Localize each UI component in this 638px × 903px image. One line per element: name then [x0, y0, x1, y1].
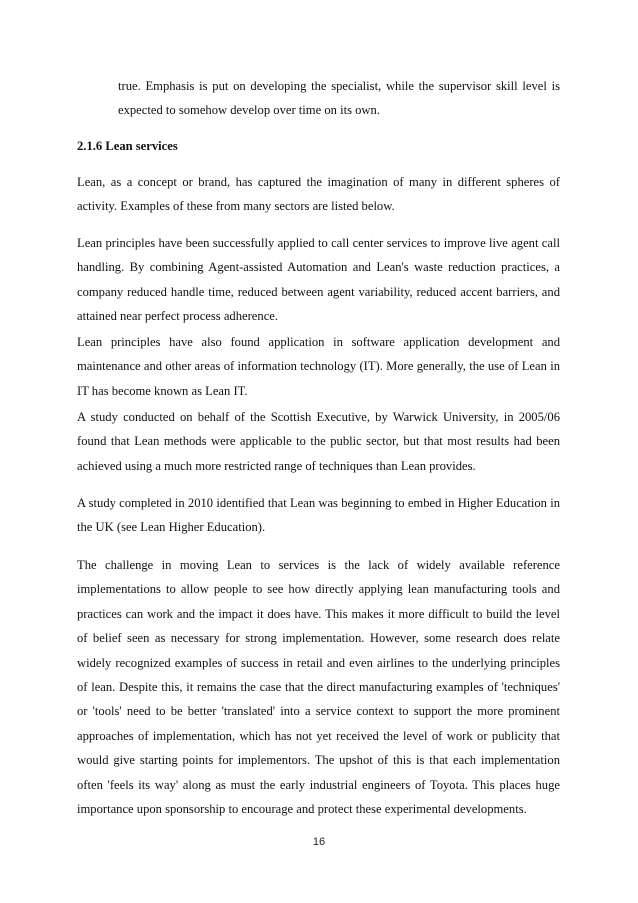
- paragraph: Lean principles have also found application in software application development and maintenance and other areas of information technology (IT). More generally, the use of Lean in IT has become known as Lean IT.: [77, 335, 560, 398]
- paragraph: A study completed in 2010 identified that Lean was beginning to embed in Higher Education in the UK (see Lean Higher Education).: [77, 496, 560, 535]
- continued-paragraph: true. Emphasis is put on developing the specialist, while the supervisor skill level is expected to somehow develop over time on its own.: [118, 79, 560, 118]
- paragraph: The challenge in moving Lean to services is the lack of widely available reference implementations to allow people to see how directly applying lean manufacturing tools and practices can work and the impact it does have. This makes it more difficult to build the level of belief seen as necessary for strong implementation. However, some research does relate widely recognized examples of success in retail and even airlines to the underlying principles of lean. Despite this, it remains the case that the direct manufacturing examples of 'techniques' or 'tools' need to be better 'translated' into a service context to support the more prominent approaches of implementation, which has not yet received the level of work or publicity that would give starting points for implementors. The upshot of this is that each implementation often 'feels its way' along as must the early industrial engineers of Toyota. This places huge importance upon sponsorship to encourage and protect these experimental developments.: [77, 558, 560, 817]
- paragraph: A study conducted on behalf of the Scottish Executive, by Warwick University, in 2005/06 found that Lean methods were applicable to the public sector, but that most results had been achieved using a much more restricted range of techniques than Lean provides.: [77, 410, 560, 473]
- section-heading: 2.1.6 Lean services: [77, 139, 178, 153]
- paragraph: Lean, as a concept or brand, has captured the imagination of many in different spheres of activity. Examples of these from many sectors are listed below.: [77, 175, 560, 214]
- page-number: 16: [312, 836, 326, 848]
- paragraph: Lean principles have been successfully applied to call center services to improve live agent call handling. By combining Agent-assisted Automation and Lean's waste reduction practices, a company reduced handle time, reduced between agent variability, reduced accent barriers, and attained near perfect process adherence.: [77, 236, 560, 324]
